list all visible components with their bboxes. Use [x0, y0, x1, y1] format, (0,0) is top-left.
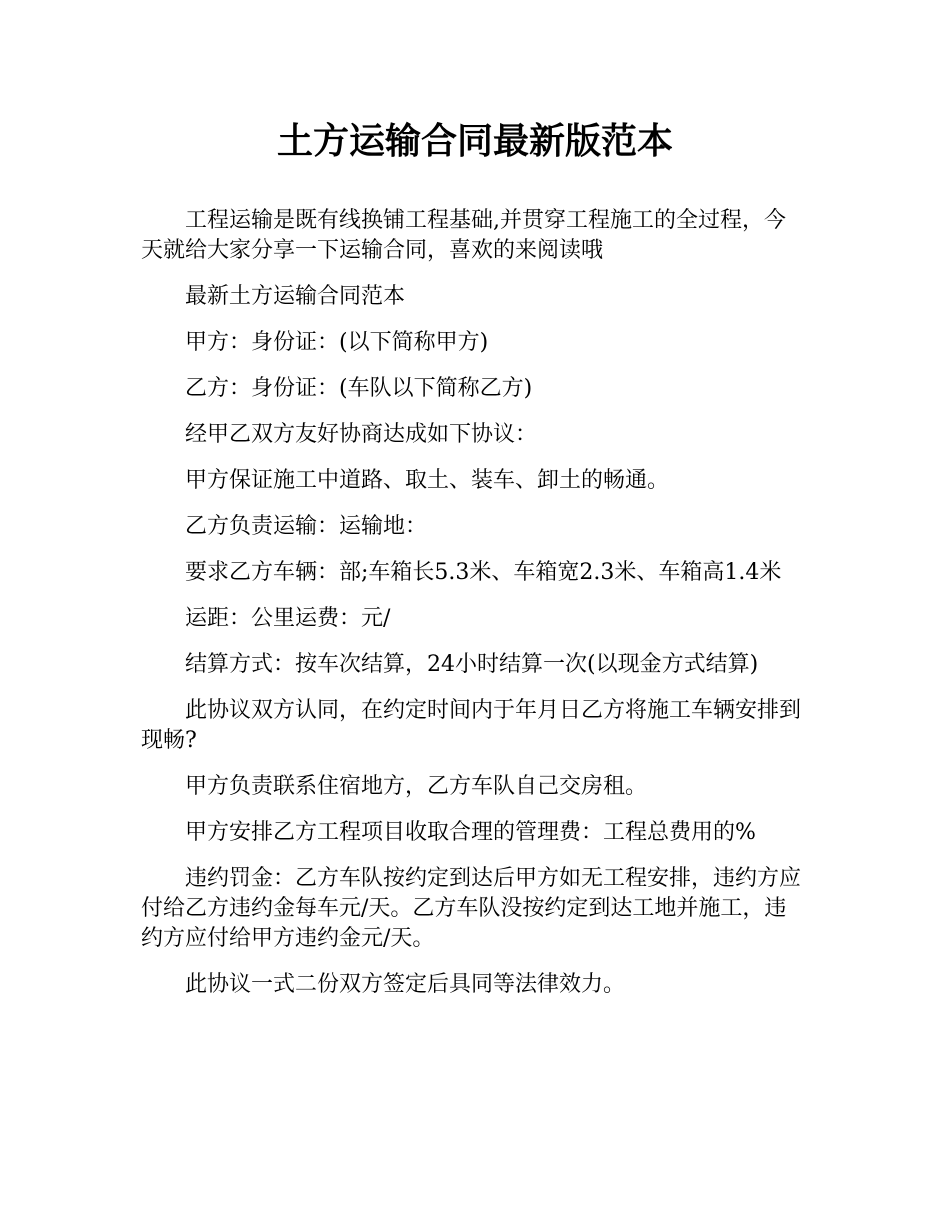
- paragraph-road-guarantee: 甲方保证施工中道路、取土、装车、卸土的畅通。: [185, 468, 670, 493]
- paragraph-agreement-intro: 经甲乙双方友好协商达成如下协议：: [185, 422, 538, 447]
- paragraph-intro: 工程运输是既有线换铺工程基础,并贯穿工程施工的全过程，今天就给大家分享一下运输合同，喜欢的来阅读哦: [141, 208, 786, 263]
- document-title: 土方运输合同最新版范本: [276, 121, 673, 162]
- paragraph-settlement: 结算方式：按车次结算，24小时结算一次(以现金方式结算): [185, 652, 759, 677]
- paragraph-party-a: 甲方：身份证：(以下简称甲方): [185, 330, 489, 355]
- paragraph-distance-fee: 运距：公里运费：元/: [185, 606, 391, 631]
- paragraph-transport-duty: 乙方负责运输：运输地：: [185, 514, 428, 539]
- paragraph-schedule: 此协议双方认同，在约定时间内于年月日乙方将施工车辆安排到现畅?: [141, 698, 802, 753]
- paragraph-copies: 此协议一式二份双方签定后具同等法律效力。: [185, 972, 626, 997]
- paragraph-accommodation: 甲方负责联系住宿地方，乙方车队自己交房租。: [185, 774, 648, 799]
- paragraph-penalty: 违约罚金：乙方车队按约定到达后甲方如无工程安排，违约方应付给乙方违约金每车元/天。乙方车队没按约定到达工地并施工，违约方应付给甲方违约金元/天。: [141, 866, 802, 951]
- document-body: [141, 206, 807, 1016]
- paragraph-vehicle-requirements: 要求乙方车辆：部;车箱长5.3米、车箱宽2.3米、车箱高1.4米: [185, 560, 782, 585]
- paragraph-subtitle: 最新土方运输合同范本: [185, 284, 406, 309]
- paragraph-management-fee: 甲方安排乙方工程项目收取合理的管理费：工程总费用的%: [185, 820, 756, 845]
- paragraph-party-b: 乙方：身份证：(车队以下简称乙方): [185, 376, 533, 401]
